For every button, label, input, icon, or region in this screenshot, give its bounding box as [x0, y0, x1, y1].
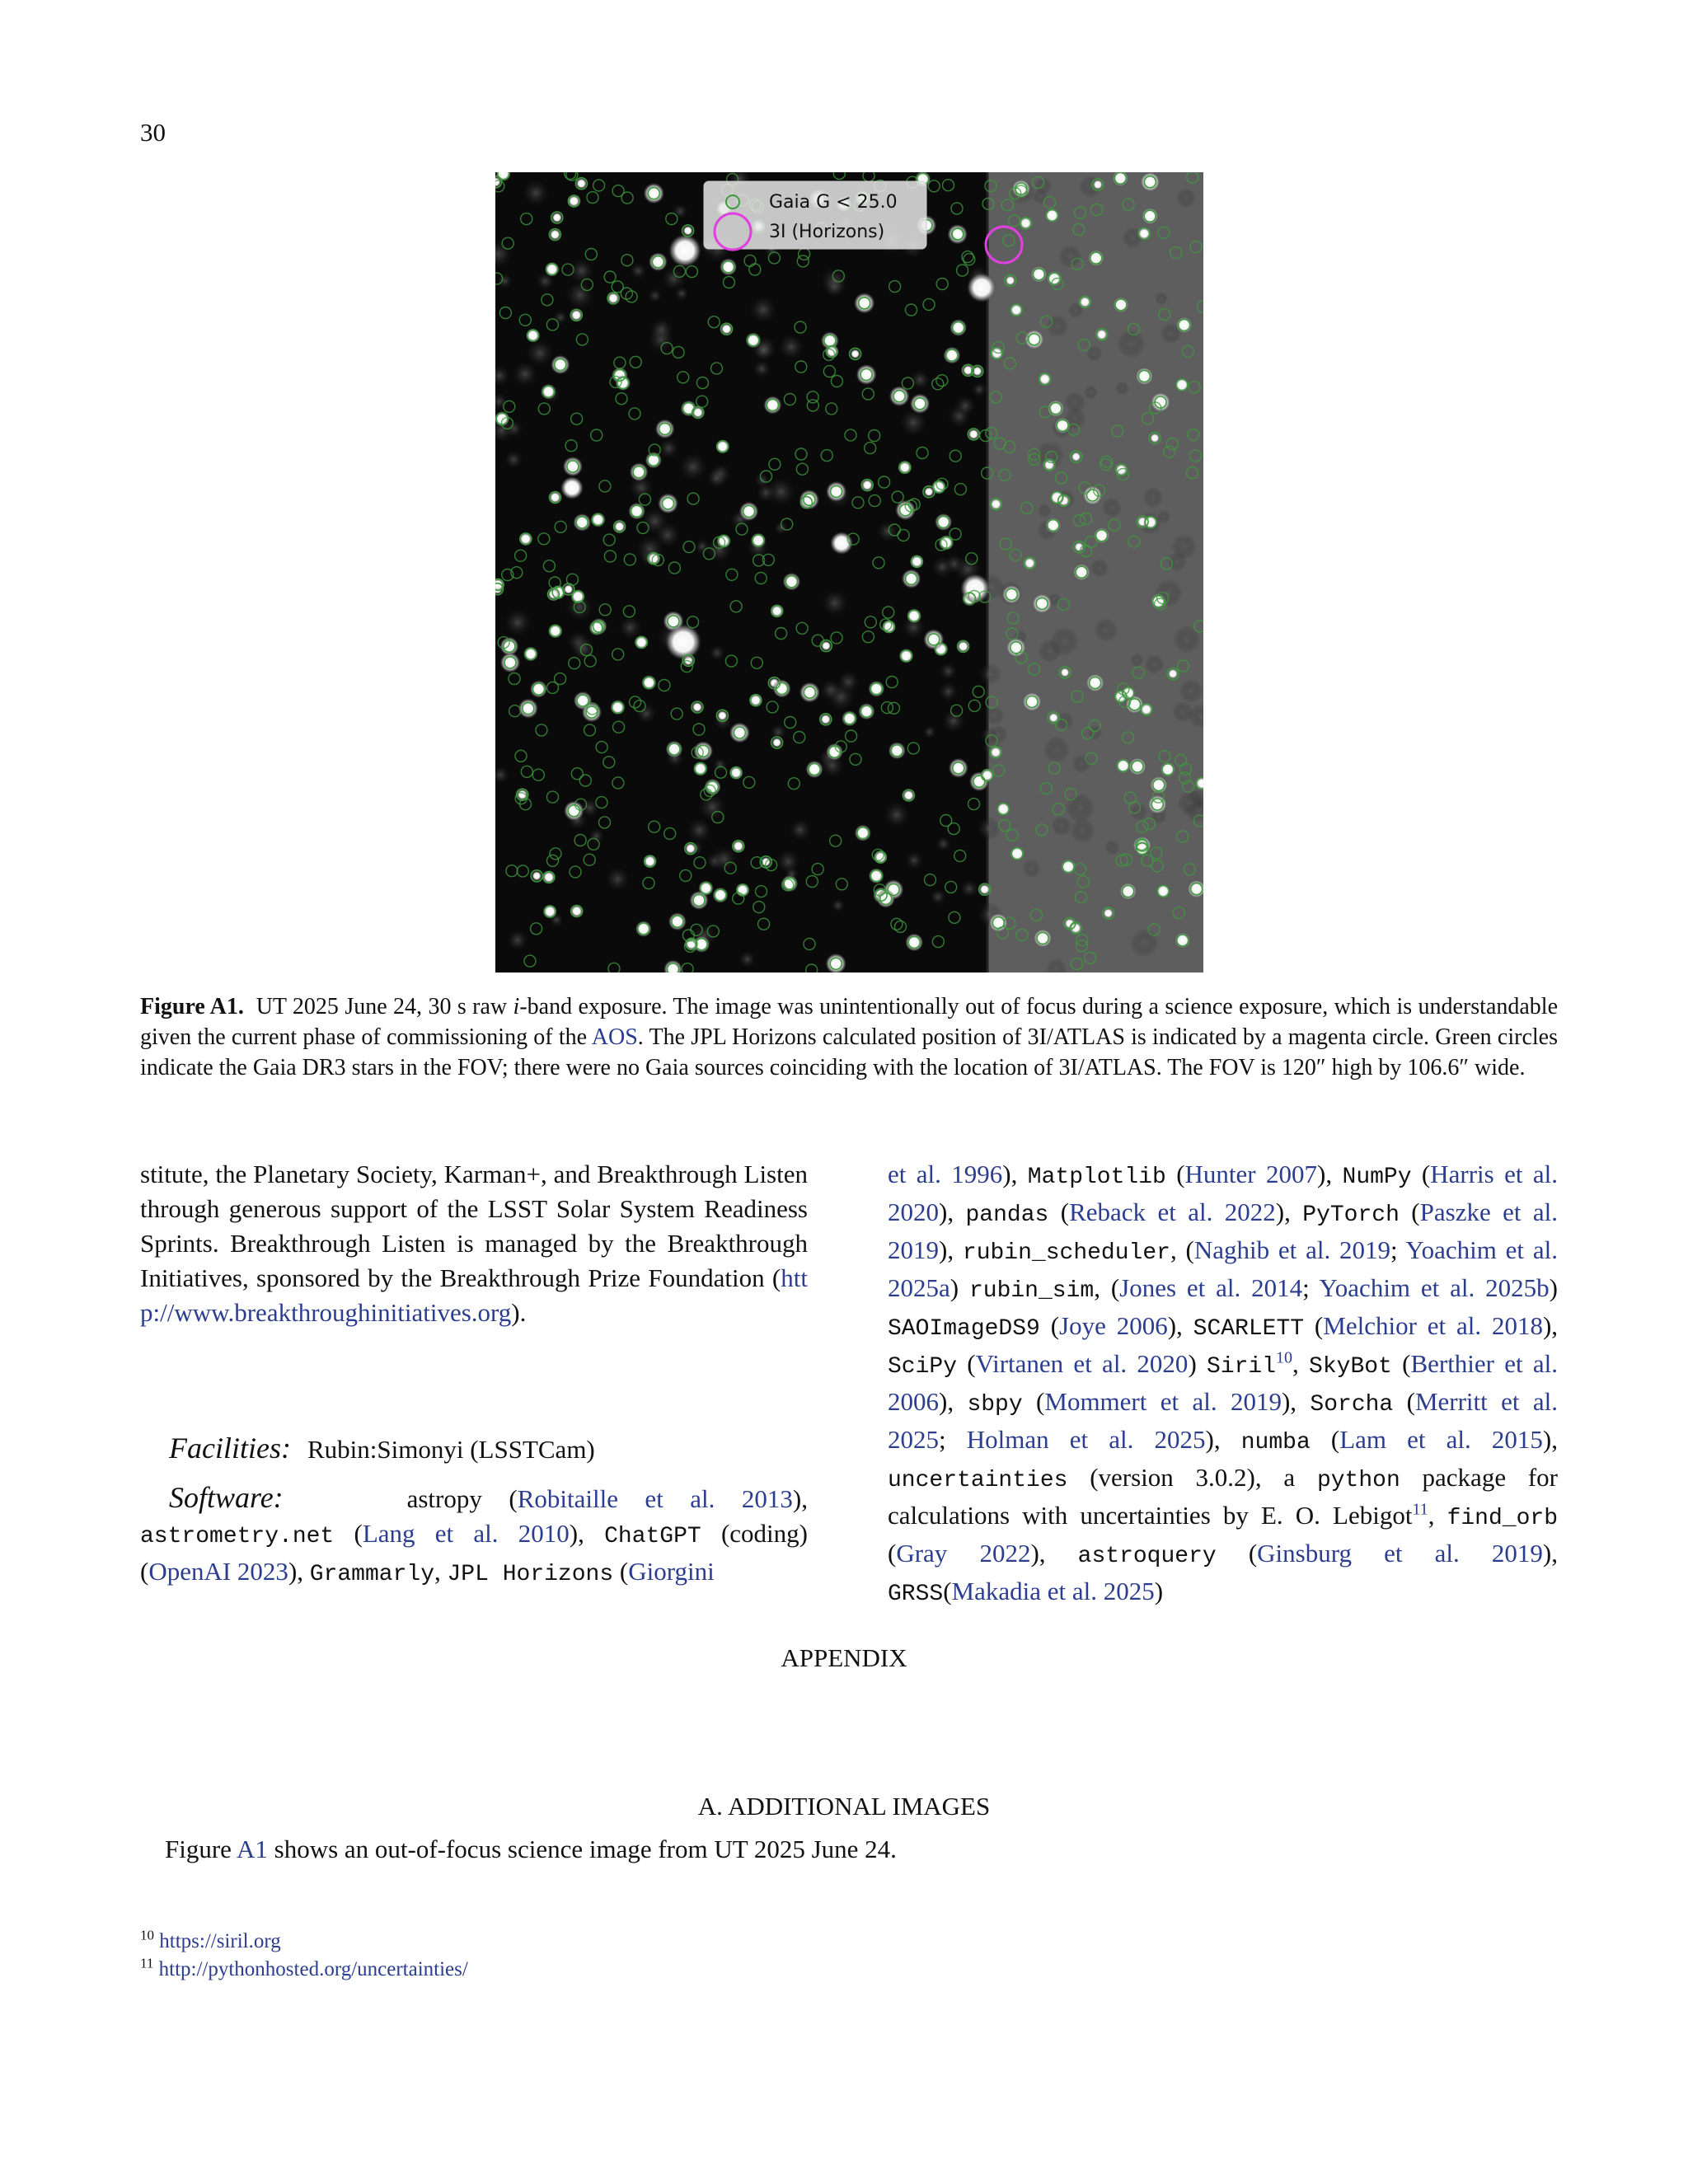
star: [644, 183, 665, 204]
faint-source: [695, 539, 710, 555]
faint-source: [507, 930, 528, 951]
faint-source: [1070, 818, 1095, 844]
faint-source: [823, 275, 846, 298]
faint-source: [1117, 330, 1146, 359]
breakthrough-url-link[interactable]: http://www.breakthroughinitiatives.org: [140, 1263, 808, 1327]
star: [655, 419, 675, 438]
legend-target-label: 3I (Horizons): [769, 222, 885, 242]
faint-source: [649, 317, 673, 341]
faint-source: [1145, 654, 1165, 674]
bright-star: [967, 273, 996, 302]
faint-source: [1072, 755, 1091, 774]
faint-source: [1058, 244, 1082, 268]
star: [635, 635, 649, 649]
faint-source: [523, 180, 550, 207]
faint-source: [923, 725, 936, 738]
bright-star: [665, 624, 701, 660]
faint-source: [679, 452, 707, 480]
faint-source: [1094, 618, 1118, 643]
faint-source: [1130, 654, 1143, 667]
faint-source: [565, 280, 595, 310]
star: [526, 328, 540, 342]
faint-source: [954, 396, 976, 417]
faint-source: [1043, 736, 1071, 763]
faint-source: [1064, 391, 1085, 413]
star: [630, 462, 649, 481]
star: [854, 293, 875, 314]
star: [532, 871, 542, 881]
faint-source: [884, 801, 911, 828]
star: [1011, 179, 1031, 199]
facilities-line: Facilities: Rubin:Simonyi (LSSTCam): [140, 1431, 808, 1467]
star: [1085, 673, 1105, 693]
star: [924, 487, 934, 497]
star: [851, 349, 860, 359]
star: [1071, 452, 1081, 462]
star: [1039, 373, 1052, 386]
faint-source: [1066, 793, 1095, 823]
star: [563, 457, 584, 477]
acknowledgements-paragraph: stitute, the Planetary Society, Karman+, and Breakthrough Listen through generous support of the LSST Solar System Readiness Sprints. Breakthrough Listen is managed by the Breakthrough Initiatives, sponsored by the Breakthrough Prize Foundation (http://www.breakthroughinitiatives.org).: [140, 1160, 808, 1327]
aos-link[interactable]: AOS: [591, 1024, 638, 1050]
faint-source: [778, 334, 804, 360]
faint-source: [1102, 498, 1123, 518]
faint-source: [749, 296, 777, 324]
star: [1031, 593, 1053, 615]
faint-source: [706, 468, 726, 488]
faint-source: [1142, 487, 1163, 508]
star: [910, 555, 923, 568]
faint-source: [767, 477, 795, 506]
faint-source: [496, 273, 513, 289]
star: [821, 640, 831, 650]
star: [826, 481, 846, 502]
faint-source: [526, 339, 554, 367]
page-number: 30: [140, 118, 166, 147]
figure-caption: Figure A1. UT 2025 June 24, 30 s raw i-band exposure. The image was unintentionally out of focus during a science exposure, which is understandable given the current phase of commissioning of the AOS. The JPL Horizons calculated position of 3I/ATLAS is indicated by a magenta circle. Green circles indicate the Gaia DR3 stars in the FOV; there were no Gaia sources coinciding with the location of 3I/ATLAS. The FOV is 120″ high by 106.6″ wide.: [140, 994, 1559, 1080]
faint-source: [630, 263, 646, 279]
software-paragraph-continued: et al. 1996), Matplotlib (Hunter 2007), NumPy (Harris et al. 2020), pandas (Reback et al. 2022), PyTorch (Paszke et al. 2019), rubin_scheduler, (Naghib et al. 2019; Yoachim et al. 2025a) rubin_sim, (Jones et al. 2014; Yoachim et al. 2025b) SAOImageDS9 (Joye 2006), SCARLETT (Melchior et al. 2018), SciPy (Virtanen et al. 2020) Siril$^{10}$, SkyBot (Berthier et al. 2006), sbpy (Mommert et al. 2019), Sorcha (Merritt et al. 2025; Holman et al. 2025), numba (Lam et al. 2015), uncertainties (version 3.0.2), a python package for calculations with uncertainties by E. O. Lebigot$^{11}$, find_orb (Gray 2022), astroquery (Ginsburg et al. 2019), GRSS(Makadia et al. 2025): [888, 1160, 1559, 1607]
faint-source: [753, 359, 771, 378]
star: [1137, 227, 1151, 241]
star: [981, 769, 994, 782]
faint-source: [504, 450, 523, 469]
star: [771, 738, 781, 748]
faint-source: [658, 438, 679, 459]
caption-label: Figure A1.: [140, 994, 244, 1019]
star: [799, 682, 820, 702]
faint-source: [1090, 559, 1109, 578]
star: [518, 698, 539, 719]
star: [543, 905, 557, 919]
star: [658, 493, 678, 513]
faint-source: [674, 286, 689, 301]
faint-source: [709, 644, 725, 661]
figure-a1-image: [495, 172, 1203, 972]
star: [715, 439, 729, 453]
faint-source: [819, 679, 842, 701]
faint-source: [605, 867, 630, 892]
star: [649, 252, 668, 271]
legend-gaia-label: Gaia G < 25.0: [769, 192, 898, 213]
footnote-10: $^{10}$ https://siril.org: [140, 1927, 281, 1952]
faint-source: [738, 951, 756, 968]
faint-source: [1050, 627, 1080, 657]
faint-source: [789, 818, 811, 841]
star: [1024, 329, 1045, 350]
star: [882, 620, 896, 634]
figure-legend: [704, 181, 926, 250]
faint-source: [1173, 701, 1194, 723]
bright-star: [560, 476, 584, 499]
star: [771, 605, 784, 618]
facilities-label: Facilities:: [169, 1432, 291, 1465]
faint-source: [1155, 292, 1168, 305]
faint-source: [1104, 840, 1119, 855]
faint-source: [960, 879, 978, 898]
star: [763, 396, 781, 414]
faint-source: [1084, 385, 1098, 399]
star: [551, 355, 570, 375]
software-label: Software:: [169, 1481, 284, 1514]
faint-source: [831, 898, 845, 912]
section-heading-additional-images: A. ADDITIONAL IMAGES: [697, 1792, 991, 1821]
faint-source: [1179, 679, 1203, 703]
appendix-title: APPENDIX: [781, 1643, 907, 1672]
star: [923, 629, 945, 650]
star: [1082, 485, 1103, 505]
faint-source: [1173, 626, 1201, 654]
star: [644, 855, 657, 868]
star: [1033, 929, 1053, 949]
faint-source: [821, 589, 848, 616]
bright-star: [668, 234, 701, 267]
star: [749, 694, 762, 707]
star: [729, 722, 750, 743]
star: [1022, 691, 1043, 712]
star: [1128, 757, 1147, 776]
star: [898, 461, 912, 474]
faint-source: [978, 663, 1001, 686]
faint-source: [1051, 816, 1071, 837]
star: [988, 912, 1009, 933]
star: [874, 851, 887, 864]
faint-source: [673, 204, 688, 219]
star: [582, 702, 603, 723]
star: [1135, 367, 1154, 386]
footnote-11-link[interactable]: http://pythonhosted.org/uncertainties/: [158, 1958, 468, 1980]
footnote-11: $^{11}$ http://pythonhosted.org/uncertainties/: [140, 1955, 468, 1980]
footnote-10-link[interactable]: https://siril.org: [159, 1930, 281, 1952]
star: [910, 393, 931, 414]
faint-source: [1177, 790, 1203, 816]
star: [729, 766, 743, 780]
faint-source: [939, 682, 959, 701]
faint-source: [939, 662, 957, 680]
faint-source: [553, 310, 568, 325]
faint-source: [972, 382, 987, 397]
star: [902, 569, 921, 588]
star: [856, 364, 876, 385]
faint-source: [931, 555, 954, 578]
faint-source: [1130, 929, 1159, 958]
star: [1150, 433, 1160, 443]
star: [1074, 542, 1084, 552]
faint-source: [713, 757, 728, 772]
appendix-paragraph: Figure A1 shows an out-of-focus science image from UT 2025 June 24.: [165, 1835, 897, 1863]
star: [739, 502, 759, 522]
star: [947, 224, 968, 245]
faint-source: [588, 828, 604, 844]
faint-source: [1038, 504, 1052, 518]
star: [1060, 668, 1070, 677]
faint-source: [935, 836, 951, 851]
star: [1010, 303, 1023, 316]
star: [519, 532, 532, 546]
faint-source: [1022, 859, 1041, 878]
star: [1001, 584, 1021, 604]
star: [949, 758, 968, 778]
faint-source: [1176, 188, 1196, 208]
faint-source: [504, 609, 532, 637]
faint-source: [905, 851, 923, 869]
figure-a1-ref-link[interactable]: A1: [236, 1835, 268, 1863]
faint-source: [930, 888, 946, 905]
software-paragraph: Software: astropy (Robitaille et al. 2013), astrometry.net (Lang et al. 2010), ChatGPT (coding) (OpenAI 2023), Grammarly, JPL Horizons (Giorgini: [140, 1481, 808, 1587]
star: [1020, 217, 1033, 230]
faint-source: [977, 817, 1001, 841]
faint-source: [1115, 382, 1129, 396]
faint-source: [648, 288, 663, 303]
star: [500, 653, 521, 673]
star: [1140, 172, 1160, 192]
faint-source: [687, 818, 712, 843]
faint-source: [984, 705, 1004, 725]
